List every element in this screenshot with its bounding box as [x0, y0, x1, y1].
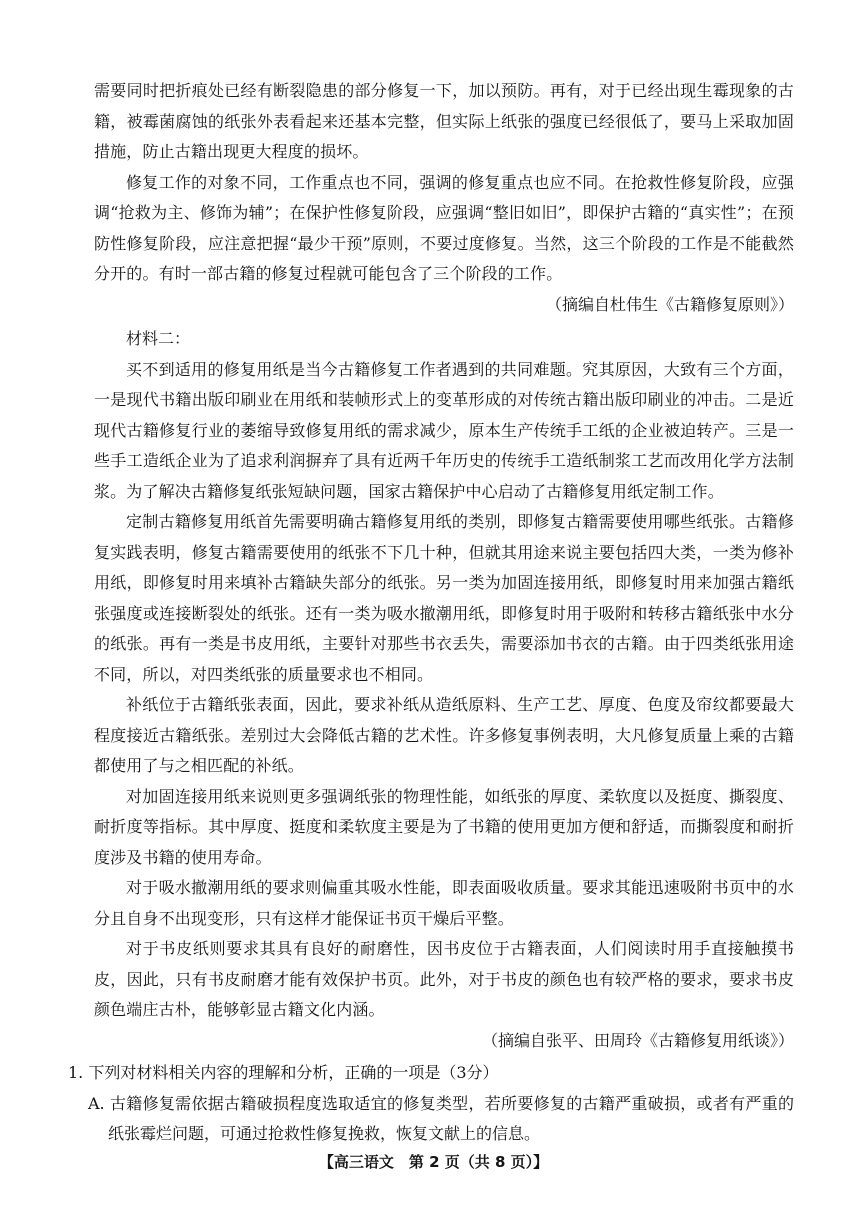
question-stem: 1. 下列对材料相关内容的理解和分析，正确的一项是（3分）: [68, 1063, 499, 1082]
paragraph: 补纸位于古籍纸张表面，因此，要求补纸从造纸原料、生产工艺、厚度、色度及帘纹都要最大程度接近古籍纸张。差别过大会降低古籍的艺术性。许多修复事例表明，大凡修复质量上乘的古籍都使用了与之相匹配的补纸。: [94, 695, 794, 775]
section-label: 材料二：: [126, 329, 191, 348]
paragraph: 买不到适用的修复用纸是当今古籍修复工作者遇到的共同难题。究其原因，大致有三个方面，一是现代书籍出版印刷业在用纸和装帧形式上的变革形成的对传统古籍出版印刷业的冲击。二是近现代古籍修复行业的萎缩导致修复用纸的需求减少，原本生产传统手工纸的企业被迫转产。三是一些手工造纸企业为了追求利润摒弃了具有近两千年历史的传统手工造纸制浆工艺而改用化学方法制浆。为了解决古籍修复纸张短缺问题，国家古籍保护中心启动了古籍修复用纸定制工作。: [94, 359, 794, 501]
source-citation: （摘编自杜伟生《古籍修复原则》）: [545, 294, 794, 314]
paragraph: 对加固连接用纸来说则更多强调纸张的物理性能，如纸张的厚度、柔软度以及挺度、撕裂度、耐折度等指标。其中厚度、挺度和柔软度主要是为了书籍的使用更加方便和舒适，而撕裂度和耐折度涉及书籍的使用寿命。: [94, 786, 794, 867]
page-content: [68, 76, 794, 1150]
answer-option-a: A. 古籍修复需依据古籍破损程度选取适宜的修复类型，若所要修复的古籍严重破损，或者有严重的纸张霉烂问题，可通过抢救性修复挽救，恢复文献上的信息。: [88, 1093, 794, 1143]
page-footer: 【高三语文 第 2 页（共 8 页）】: [318, 1153, 549, 1171]
paragraph: 需要同时把折痕处已经有断裂隐患的部分修复一下，加以预防。再有，对于已经出现生霉现象的古籍，被霉菌腐蚀的纸张外表看起来还基本完整，但实际上纸张的强度已经很低了，要马上采取加固措施，防止古籍出现更大程度的损坏。: [94, 81, 794, 161]
source-citation: （摘编自张平、田周玲《古籍修复用纸谈》）: [481, 1030, 794, 1050]
paragraph: 修复工作的对象不同，工作重点也不同，强调的修复重点也应不同。在抢救性修复阶段，应强调“抢救为主、修饰为辅”；在保护性修复阶段，应强调“整旧如旧”，即保护古籍的“真实性”；在预防性修复阶段，应注意把握“最少干预”原则，不要过度修复。当然，这三个阶段的工作是不能截然分开的。有时一部古籍的修复过程就可能包含了三个阶段的工作。: [94, 172, 794, 283]
paragraph: 对于书皮纸则要求其具有良好的耐磨性，因书皮位于古籍表面，人们阅读时用手直接触摸书皮，因此，只有书皮耐磨才能有效保护书页。此外，对于书皮的颜色也有较严格的要求，要求书皮颜色端庄古朴，能够彰显古籍文化内涵。: [94, 939, 794, 1019]
material-one-continued: [94, 76, 794, 290]
material-two: [94, 355, 794, 1026]
paragraph: 定制古籍修复用纸首先需要明确古籍修复用纸的类别，即修复古籍需要使用哪些纸张。古籍修复实践表明，修复古籍需要使用的纸张不下几十种，但就其用途来说主要包括四大类，一类为修补用纸，即修复时用来填补古籍缺失部分的纸张。另一类为加固连接用纸，即修复时用来加强古籍纸张强度或连接断裂处的纸张。还有一类为吸水撤潮用纸，即修复时用于吸附和转移古籍纸张中水分的纸张。再有一类是书皮用纸，主要针对那些书衣丢失，需要添加书衣的古籍。由于四类纸张用途不同，所以，对四类纸张的质量要求也不相同。: [94, 512, 794, 684]
paragraph: 对于吸水撤潮用纸的要求则偏重其吸水性能，即表面吸收质量。要求其能迅速吸附书页中的水分且自身不出现变形，只有这样才能保证书页干燥后平整。: [94, 878, 794, 928]
